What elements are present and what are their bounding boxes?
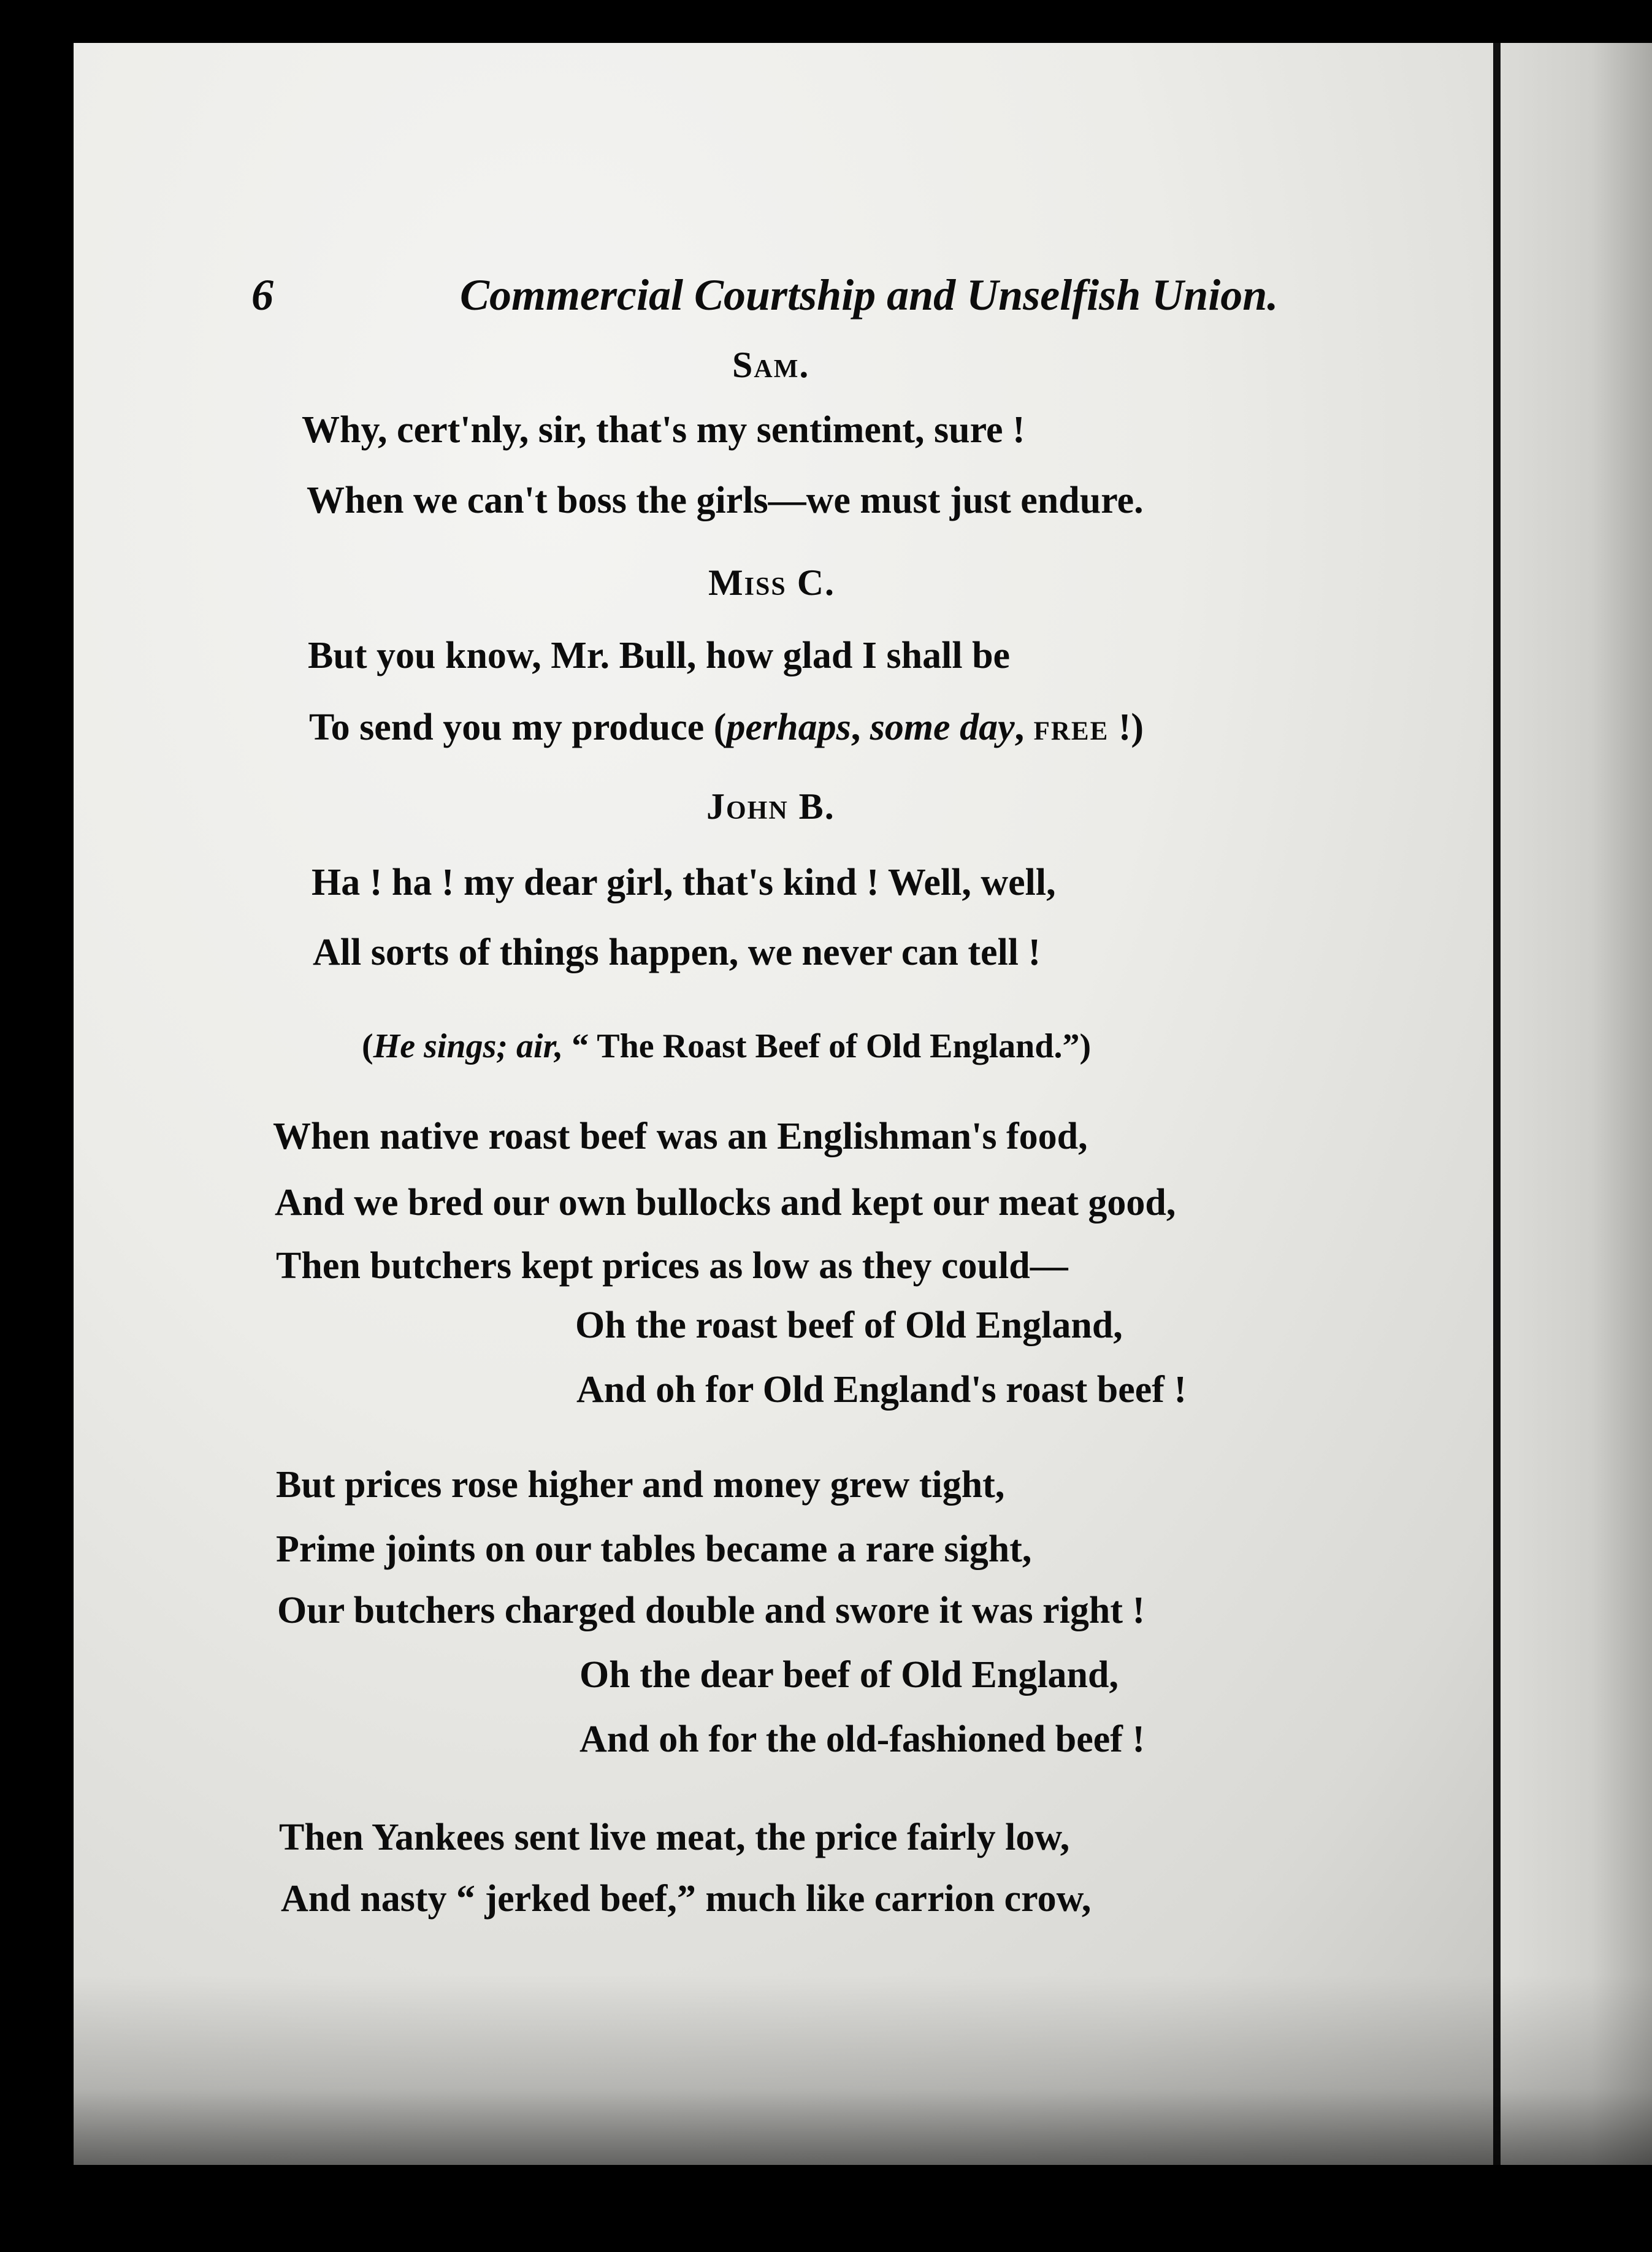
- book-page: [74, 43, 1652, 2165]
- line-text: ,: [851, 707, 870, 748]
- line-text: !): [1109, 707, 1144, 748]
- italic-text: perhaps: [726, 707, 851, 748]
- song-line: But prices rose higher and money grew tight,: [276, 1464, 1005, 1506]
- stage-direction: [362, 1029, 1091, 1063]
- line-text: To send you my produce (: [309, 707, 727, 748]
- song-refrain: And oh for Old England's roast beef !: [576, 1369, 1187, 1411]
- song-line: And nasty “ jerked beef,” much like carrion crow,: [281, 1878, 1092, 1920]
- verse-line: Ha ! ha ! my dear girl, that's kind ! Well, well,: [312, 862, 1056, 903]
- page-gutter: [1493, 43, 1501, 2165]
- verse-line: All sorts of things happen, we never can tell !: [313, 932, 1041, 973]
- song-line: And we bred our own bullocks and kept our meat good,: [275, 1182, 1176, 1224]
- line-text: ,: [1014, 707, 1034, 748]
- page-number: 6: [251, 270, 273, 320]
- running-title: Commercial Courtship and Unselfish Union.: [460, 270, 1279, 320]
- song-line: Our butchers charged double and swore it was right !: [277, 1590, 1145, 1631]
- song-line: Then butchers kept prices as low as they could—: [276, 1245, 1068, 1287]
- song-refrain: Oh the roast beef of Old England,: [575, 1304, 1123, 1346]
- song-refrain: And oh for the old-fashioned beef !: [579, 1718, 1145, 1760]
- running-head: [251, 270, 1417, 331]
- italic-text: He sings; air,: [373, 1027, 564, 1065]
- verse-line: [309, 708, 1144, 746]
- verse-line: When we can't boss the girls—we must just endure.: [307, 480, 1144, 521]
- facing-page-edge: [1501, 43, 1652, 2165]
- italic-text: some day: [870, 707, 1015, 748]
- verse-line: But you know, Mr. Bull, how glad I shall be: [308, 635, 1011, 676]
- line-text: “ The Roast Beef of Old England.”): [563, 1027, 1092, 1065]
- line-text: (: [362, 1027, 373, 1065]
- small-caps-text: free: [1033, 707, 1109, 748]
- song-line: Then Yankees sent live meat, the price fairly low,: [279, 1817, 1070, 1858]
- verse-line: Why, cert'nly, sir, that's my sentiment, sure !: [302, 409, 1025, 451]
- song-line: Prime joints on our tables became a rare sight,: [276, 1528, 1032, 1570]
- song-refrain: Oh the dear beef of Old England,: [579, 1654, 1119, 1696]
- song-line: When native roast beef was an Englishman's food,: [273, 1116, 1088, 1157]
- speaker-miss-c: Miss C.: [708, 562, 836, 603]
- page-shadow: [74, 1975, 1652, 2165]
- speaker-john-b: John B.: [706, 786, 835, 827]
- speaker-sam: Sam.: [732, 345, 810, 385]
